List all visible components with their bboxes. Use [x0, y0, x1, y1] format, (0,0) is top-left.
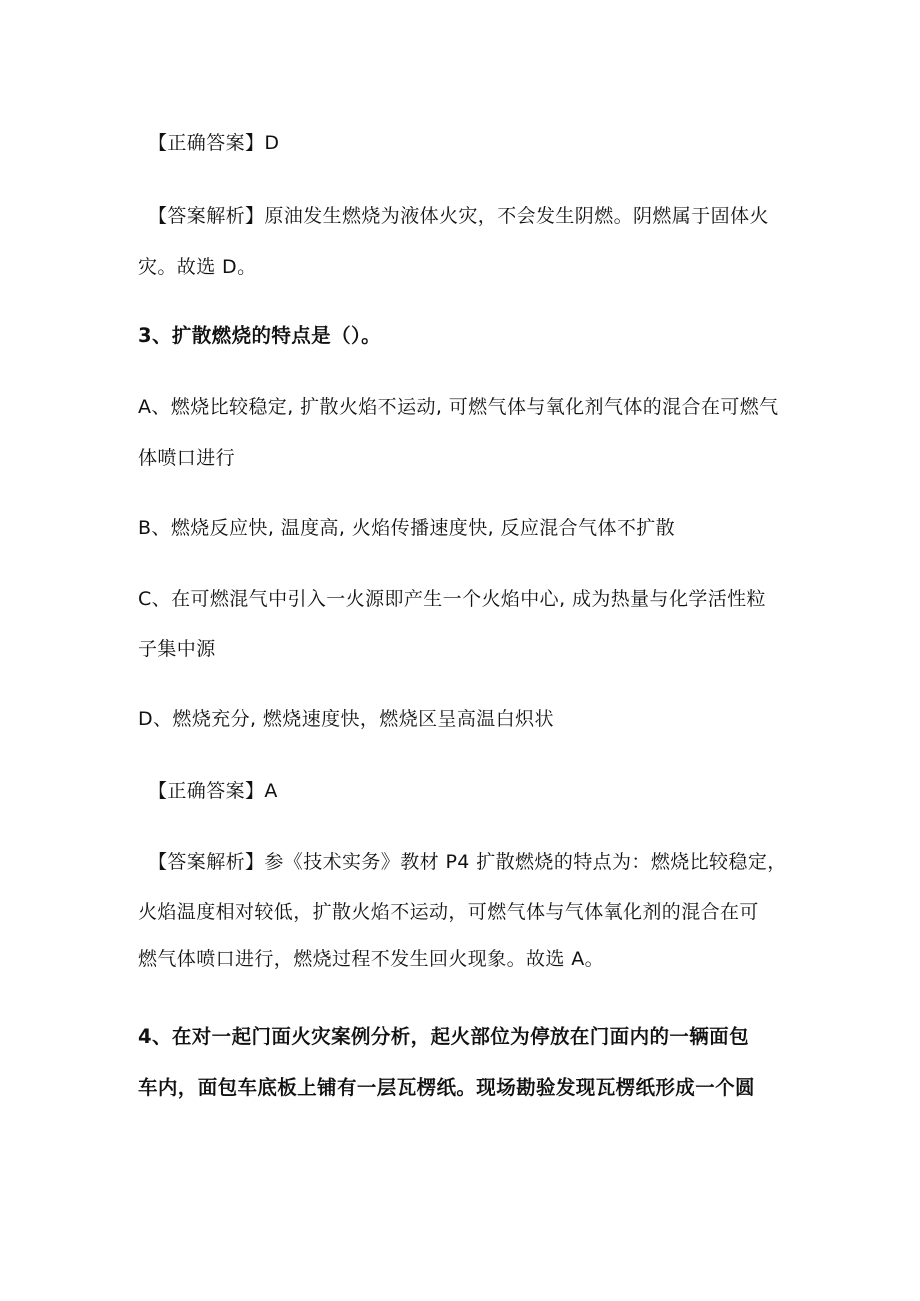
q2-analysis-line-2: 灾。故选 D。	[138, 256, 257, 278]
q3-option-a-line-2: 体喷口进行	[138, 447, 236, 469]
q3-option-b: B、燃烧反应快, 温度高, 火焰传播速度快, 反应混合气体不扩散	[138, 517, 676, 539]
q4-question-line-1: 4、在对一起门面火灾案例分析，起火部位为停放在门面内的一辆面包	[138, 1025, 749, 1048]
q2-correct-answer: 【正确答案】D	[148, 132, 280, 154]
q3-option-c-line-2: 子集中源	[138, 638, 216, 660]
q3-analysis-line-1: 【答案解析】参《技术实务》教材 P4 扩散燃烧的特点为：燃烧比较稳定，	[148, 851, 787, 873]
q2-analysis-line-1: 【答案解析】原油发生燃烧为液体火灾，不会发生阴燃。阴燃属于固体火	[148, 205, 769, 227]
q3-option-c-line-1: C、在可燃混气中引入一火源即产生一个火焰中心, 成为热量与化学活性粒	[138, 588, 766, 610]
q3-question: 3、扩散燃烧的特点是（）。	[138, 324, 382, 347]
q3-option-d: D、燃烧充分, 燃烧速度快，燃烧区呈高温白炽状	[138, 708, 554, 730]
q3-correct-answer: 【正确答案】A	[148, 780, 278, 802]
q3-option-a-line-1: A、燃烧比较稳定, 扩散火焰不运动, 可燃气体与氧化剂气体的混合在可燃气	[138, 396, 779, 418]
q3-analysis-line-3: 燃气体喷口进行，燃烧过程不发生回火现象。故选 A。	[138, 948, 605, 970]
q3-analysis-line-2: 火焰温度相对较低，扩散火焰不运动，可燃气体与气体氧化剂的混合在可	[138, 901, 759, 923]
q4-question-line-2: 车内，面包车底板上铺有一层瓦楞纸。现场勘验发现瓦楞纸形成一个圆	[138, 1076, 755, 1099]
